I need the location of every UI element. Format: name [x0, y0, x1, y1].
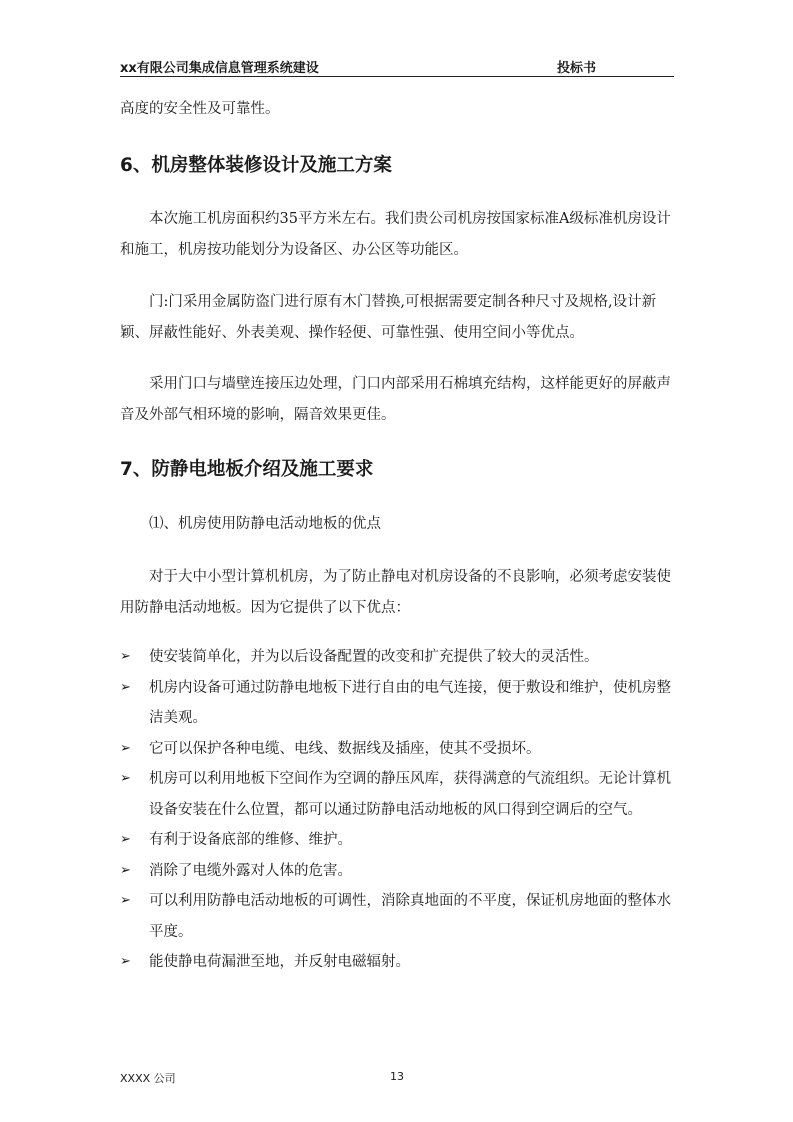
- section-6-paragraph: 采用门口与墙壁连接压边处理，门口内部采用石棉填充结构，这样能更好的屏蔽声音及外部气相环境的影响，隔音效果更佳。: [120, 376, 671, 423]
- advantages-list: [120, 642, 674, 978]
- footer-company: XXXX 公司: [120, 1072, 176, 1085]
- header-doc-type: 投标书: [557, 61, 597, 76]
- section-6-paragraph: 本次施工机房面积约35平方米左右。我们贵公司机房按国家标准A级标准机房设计和施工，机房按功能划分为设备区、办公区等功能区。: [120, 211, 671, 258]
- list-item-text: 它可以保护各种电缆、电线、数据线及插座，使其不受损坏。: [149, 740, 541, 757]
- arrowhead-bullet-icon: ➢: [120, 740, 131, 756]
- list-item-text: 使安装简单化，并为以后设备配置的改变和扩充提供了较大的灵活性。: [149, 649, 599, 665]
- list-item: [120, 642, 674, 673]
- section-6-paragraph: 门:门采用金属防盗门进行原有木门替换,可根据需要定制各种尺寸及规格,设计新颖、屏蔽性能好、外表美观、操作轻便、可靠性强、使用空间小等优点。: [120, 294, 657, 341]
- footer-page-number: 13: [390, 1070, 404, 1083]
- list-item: [120, 947, 674, 978]
- list-item-text: 机房可以利用地板下空间作为空调的静压风库，获得满意的气流组织。无论计算机设备安装在什么位置，都可以通过防静电活动地板的风口得到空调后的空气。: [149, 771, 671, 818]
- list-item: [120, 825, 674, 856]
- section-7-heading: 7、防静电地板介绍及施工要求: [120, 459, 374, 480]
- header-title: xx有限公司集成信息管理系统建设: [120, 61, 319, 76]
- arrowhead-bullet-icon: ➢: [120, 862, 131, 878]
- list-item-text: 消除了电缆外露对人体的危害。: [149, 862, 352, 879]
- list-item: [120, 673, 674, 734]
- arrowhead-bullet-icon: ➢: [120, 832, 131, 847]
- section-7-subheading: ⑴、机房使用防静电活动地板的优点: [149, 516, 381, 532]
- list-item: [120, 734, 674, 765]
- list-item: [120, 856, 674, 887]
- arrowhead-bullet-icon: ➢: [120, 954, 131, 969]
- arrowhead-bullet-icon: ➢: [120, 893, 131, 908]
- list-item-text: 有利于设备底部的维修、维护。: [149, 832, 352, 848]
- section-7-intro: 对于大中小型计算机机房，为了防止静电对机房设备的不良影响，必须考虑安装使用防静电活动地板。因为它提供了以下优点：: [120, 569, 671, 616]
- arrowhead-bullet-icon: ➢: [120, 771, 131, 786]
- page-header: [120, 54, 674, 77]
- list-item-text: 能使静电荷漏泄至地，并反射电磁辐射。: [149, 954, 410, 970]
- list-item: [120, 764, 674, 825]
- section-6-heading: 6、机房整体装修设计及施工方案: [120, 155, 392, 176]
- arrowhead-bullet-icon: ➢: [120, 649, 131, 664]
- continuation-text: 高度的安全性及可靠性。: [120, 101, 280, 117]
- list-item: [120, 886, 674, 947]
- arrowhead-bullet-icon: ➢: [120, 679, 131, 695]
- list-item-text: 可以利用防静电活动地板的可调性，消除真地面的不平度，保证机房地面的整体水平度。: [149, 893, 671, 940]
- list-item-text: 机房内设备可通过防静电地板下进行自由的电气连接，便于敷设和维护，使机房整洁美观。: [149, 679, 671, 726]
